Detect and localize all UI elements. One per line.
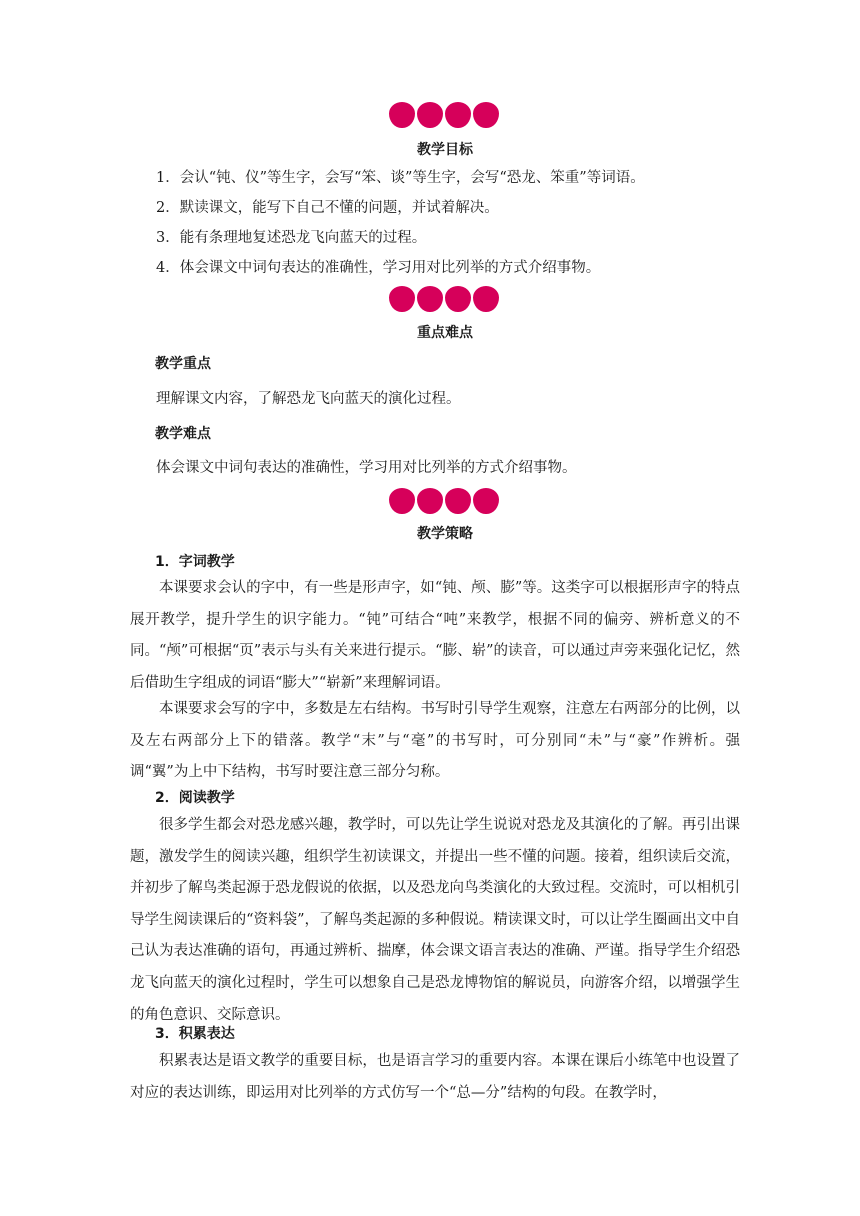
paragraph: 很多学生都会对恐龙感兴趣，教学时，可以先让学生说说对恐龙及其演化的了解。再引出课题，激发学生的阅读兴趣，组织学生初读课文，并提出一些不懂的问题。接着，组织读后交流，并初步了解鸟类起源于恐龙假说的依据，以及恐龙向鸟类演化的大致过程。交流时，可以相机引导学生阅读课后的“资料袋”，了解鸟类起源的多种假说。精读课文时，可以让学生圈画出文中自己认为表达准确的语句，再通过辨析、揣摩，体会课文语言表达的准确、严谨。指导学生介绍恐龙飞向蓝天的演化过程时，学生可以想象自己是恐龙博物馆的解说员，向游客介绍，以增强学生的角色意识、交际意识。 bbox=[130, 817, 740, 1023]
decorative-petals bbox=[389, 284, 501, 314]
section-title-objectives: 教学目标 bbox=[417, 142, 473, 158]
petal-icon bbox=[473, 488, 499, 514]
focus-text: 理解课文内容，了解恐龙飞向蓝天的演化过程。 bbox=[156, 391, 461, 407]
objective-item: 2．默读课文，能写下自己不懂的问题，并试着解决。 bbox=[156, 200, 499, 216]
decorative-petals bbox=[389, 486, 501, 516]
paragraph: 本课要求会写的字中，多数是左右结构。书写时引导学生观察，注意左右两部分的比例，以及左右两部分上下的错落。教学“末”与“毫”的书写时，可分别同“未”与“豪”作辨析。强调“翼”为上中下结构，书写时要注意三部分匀称。 bbox=[130, 701, 740, 781]
petal-icon bbox=[473, 286, 499, 312]
petal-icon bbox=[389, 286, 415, 312]
subheading-focus: 教学重点 bbox=[155, 356, 211, 372]
petal-icon bbox=[417, 102, 443, 128]
petal-icon bbox=[389, 102, 415, 128]
paragraph: 积累表达是语文教学的重要目标，也是语言学习的重要内容。本课在课后小练笔中也设置了对应的表达训练，即运用对比列举的方式仿写一个“总—分”结构的句段。在教学时， bbox=[130, 1053, 740, 1101]
petal-icon bbox=[445, 102, 471, 128]
petal-icon bbox=[445, 488, 471, 514]
objective-item: 1．会认“钝、仪”等生字，会写“笨、谈”等生字，会写“恐龙、笨重”等词语。 bbox=[156, 170, 645, 186]
subheading-reading: 2．阅读教学 bbox=[155, 790, 235, 806]
objective-item: 4．体会课文中词句表达的准确性，学习用对比列举的方式介绍事物。 bbox=[156, 260, 601, 276]
subheading-vocab: 1．字词教学 bbox=[155, 554, 235, 570]
section-title-key-points: 重点难点 bbox=[417, 325, 473, 341]
difficulty-text: 体会课文中词句表达的准确性，学习用对比列举的方式介绍事物。 bbox=[156, 460, 577, 476]
objective-item: 3．能有条理地复述恐龙飞向蓝天的过程。 bbox=[156, 230, 427, 246]
petal-icon bbox=[389, 488, 415, 514]
petal-icon bbox=[473, 102, 499, 128]
subheading-difficulty: 教学难点 bbox=[155, 426, 211, 442]
petal-icon bbox=[445, 286, 471, 312]
section-title-strategy: 教学策略 bbox=[417, 526, 473, 542]
paragraph: 本课要求会认的字中，有一些是形声字，如“钝、颅、膨”等。这类字可以根据形声字的特点展开教学，提升学生的识字能力。“钝”可结合“吨”来教学，根据不同的偏旁、辨析意义的不同。“颅”可根据“页”表示与头有关来进行提示。“膨、崭”的读音，可以通过声旁来强化记忆，然后借助生字组成的词语“膨大”“崭新”来理解词语。 bbox=[130, 580, 740, 691]
petal-icon bbox=[417, 488, 443, 514]
subheading-expression: 3．积累表达 bbox=[155, 1026, 235, 1042]
decorative-petals bbox=[389, 100, 501, 130]
petal-icon bbox=[417, 286, 443, 312]
